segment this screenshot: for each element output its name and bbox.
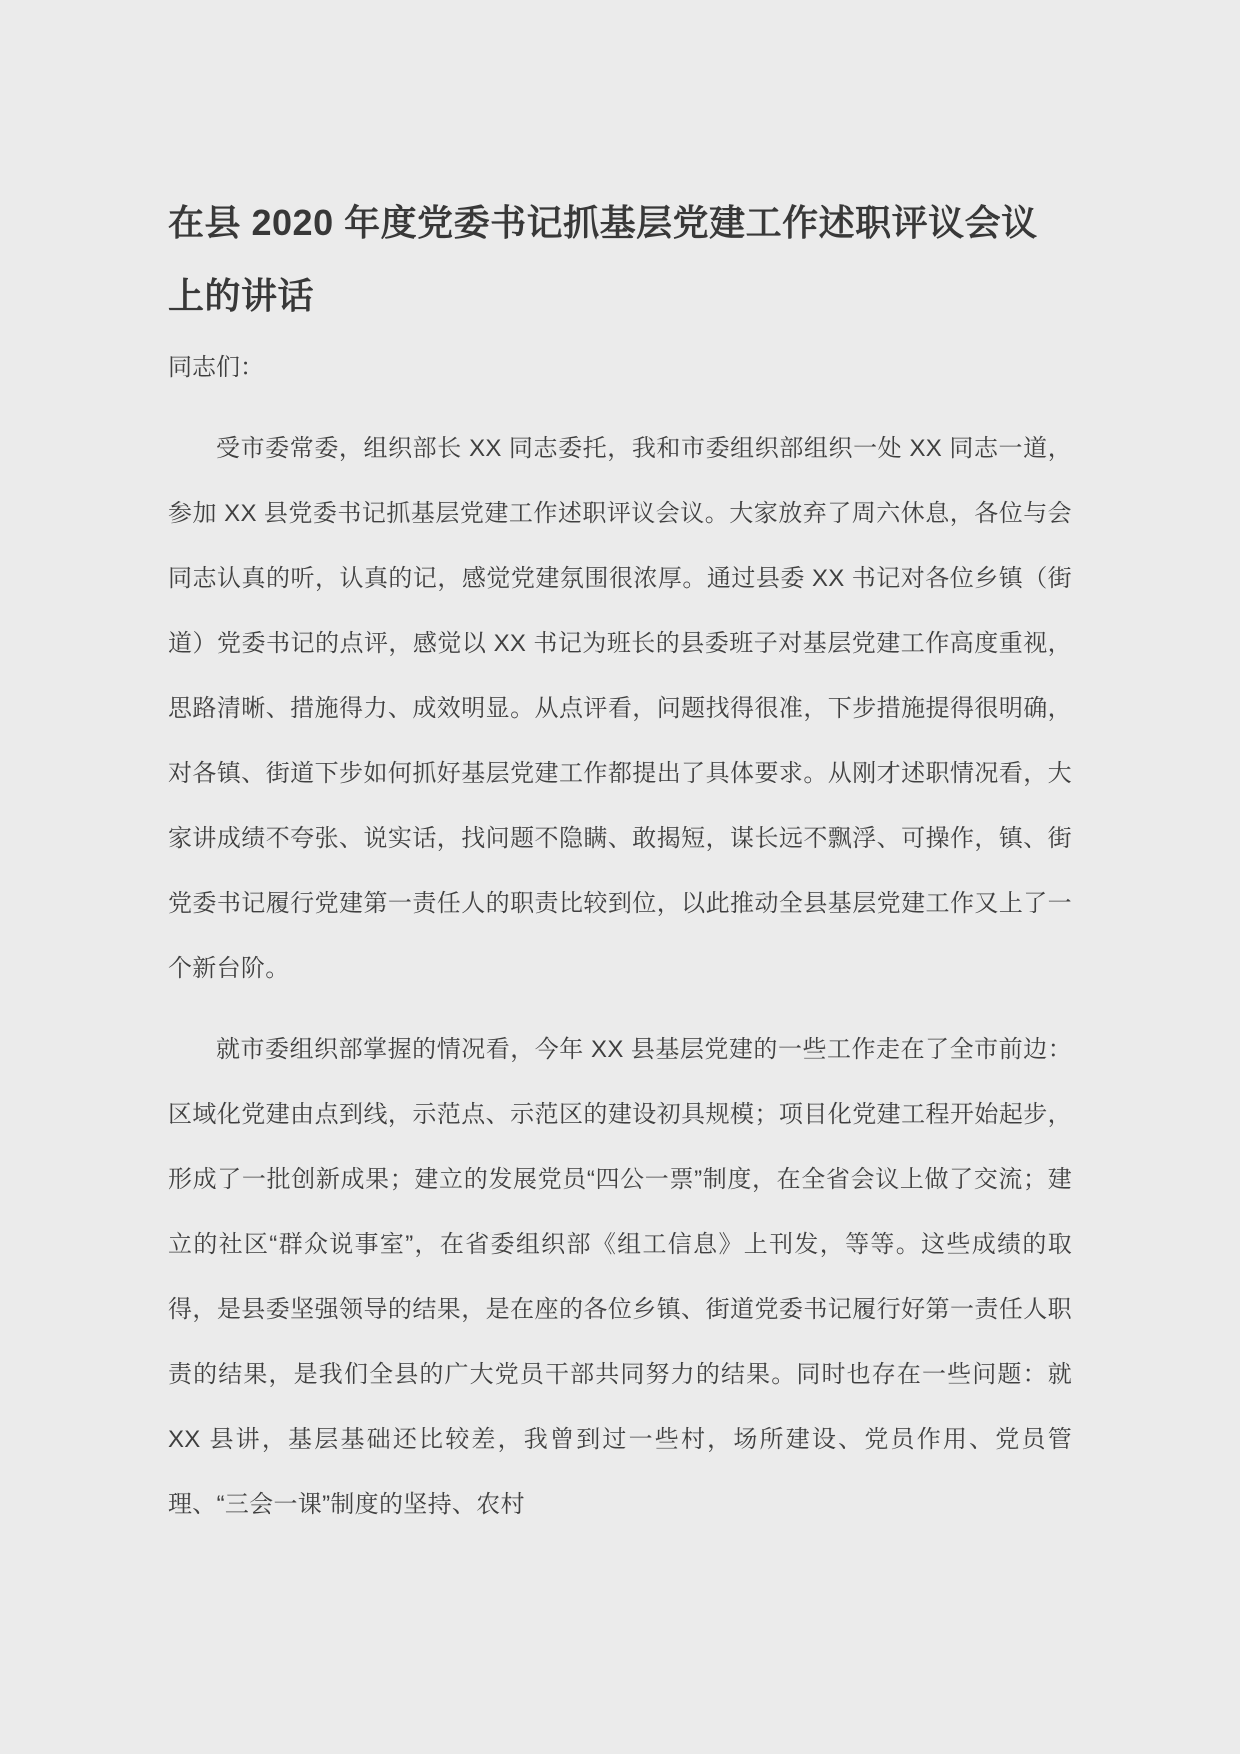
body-paragraph-2: 就市委组织部掌握的情况看，今年 XX 县基层党建的一些工作走在了全市前边：区域化党建由点到线，示范点、示范区的建设初具规模；项目化党建工程开始起步，形成了一批创新成果；建立的发展党员“四公一票”制度，在全省会议上做了交流；建立的社区“群众说事室”，在省委组织部《组工信息》上刊发，等等。这些成绩的取得，是县委坚强领导的结果，是在座的各位乡镇、街道党委书记履行好第一责任人职责的结果，是我们全县的广大党员干部共同努力的结果。同时也存在一些问题：就 XX 县讲，基层基础还比较差，我曾到过一些村，场所建设、党员作用、党员管理、“三会一课”制度的坚持、农村 xyxy=(168,1036,1072,1518)
document-title: 在县 2020 年度党委书记抓基层党建工作述职评议会议上的讲话 xyxy=(168,202,1038,316)
body-paragraph-1: 受市委常委，组织部长 XX 同志委托，我和市委组织部组织一处 XX 同志一道，参加 XX 县党委书记抓基层党建工作述职评议会议。大家放弃了周六休息，各位与会同志认真的听，认真的记，感觉党建氛围很浓厚。通过县委 XX 书记对各位乡镇（街道）党委书记的点评，感觉以 XX 书记为班长的县委班子对基层党建工作高度重视，思路清晰、措施得力、成效明显。从点评看，问题找得很准，下步措施提得很明确，对各镇、街道下步如何抓好基层党建工作都提出了具体要求。从刚才述职情况看，大家讲成绩不夸张、说实话，找问题不隐瞒、敢揭短，谋长远不飘浮、可操作，镇、街党委书记履行党建第一责任人的职责比较到位，以此推动全县基层党建工作又上了一个新台阶。 xyxy=(168,435,1072,982)
salutation-line: 同志们： xyxy=(168,354,264,381)
